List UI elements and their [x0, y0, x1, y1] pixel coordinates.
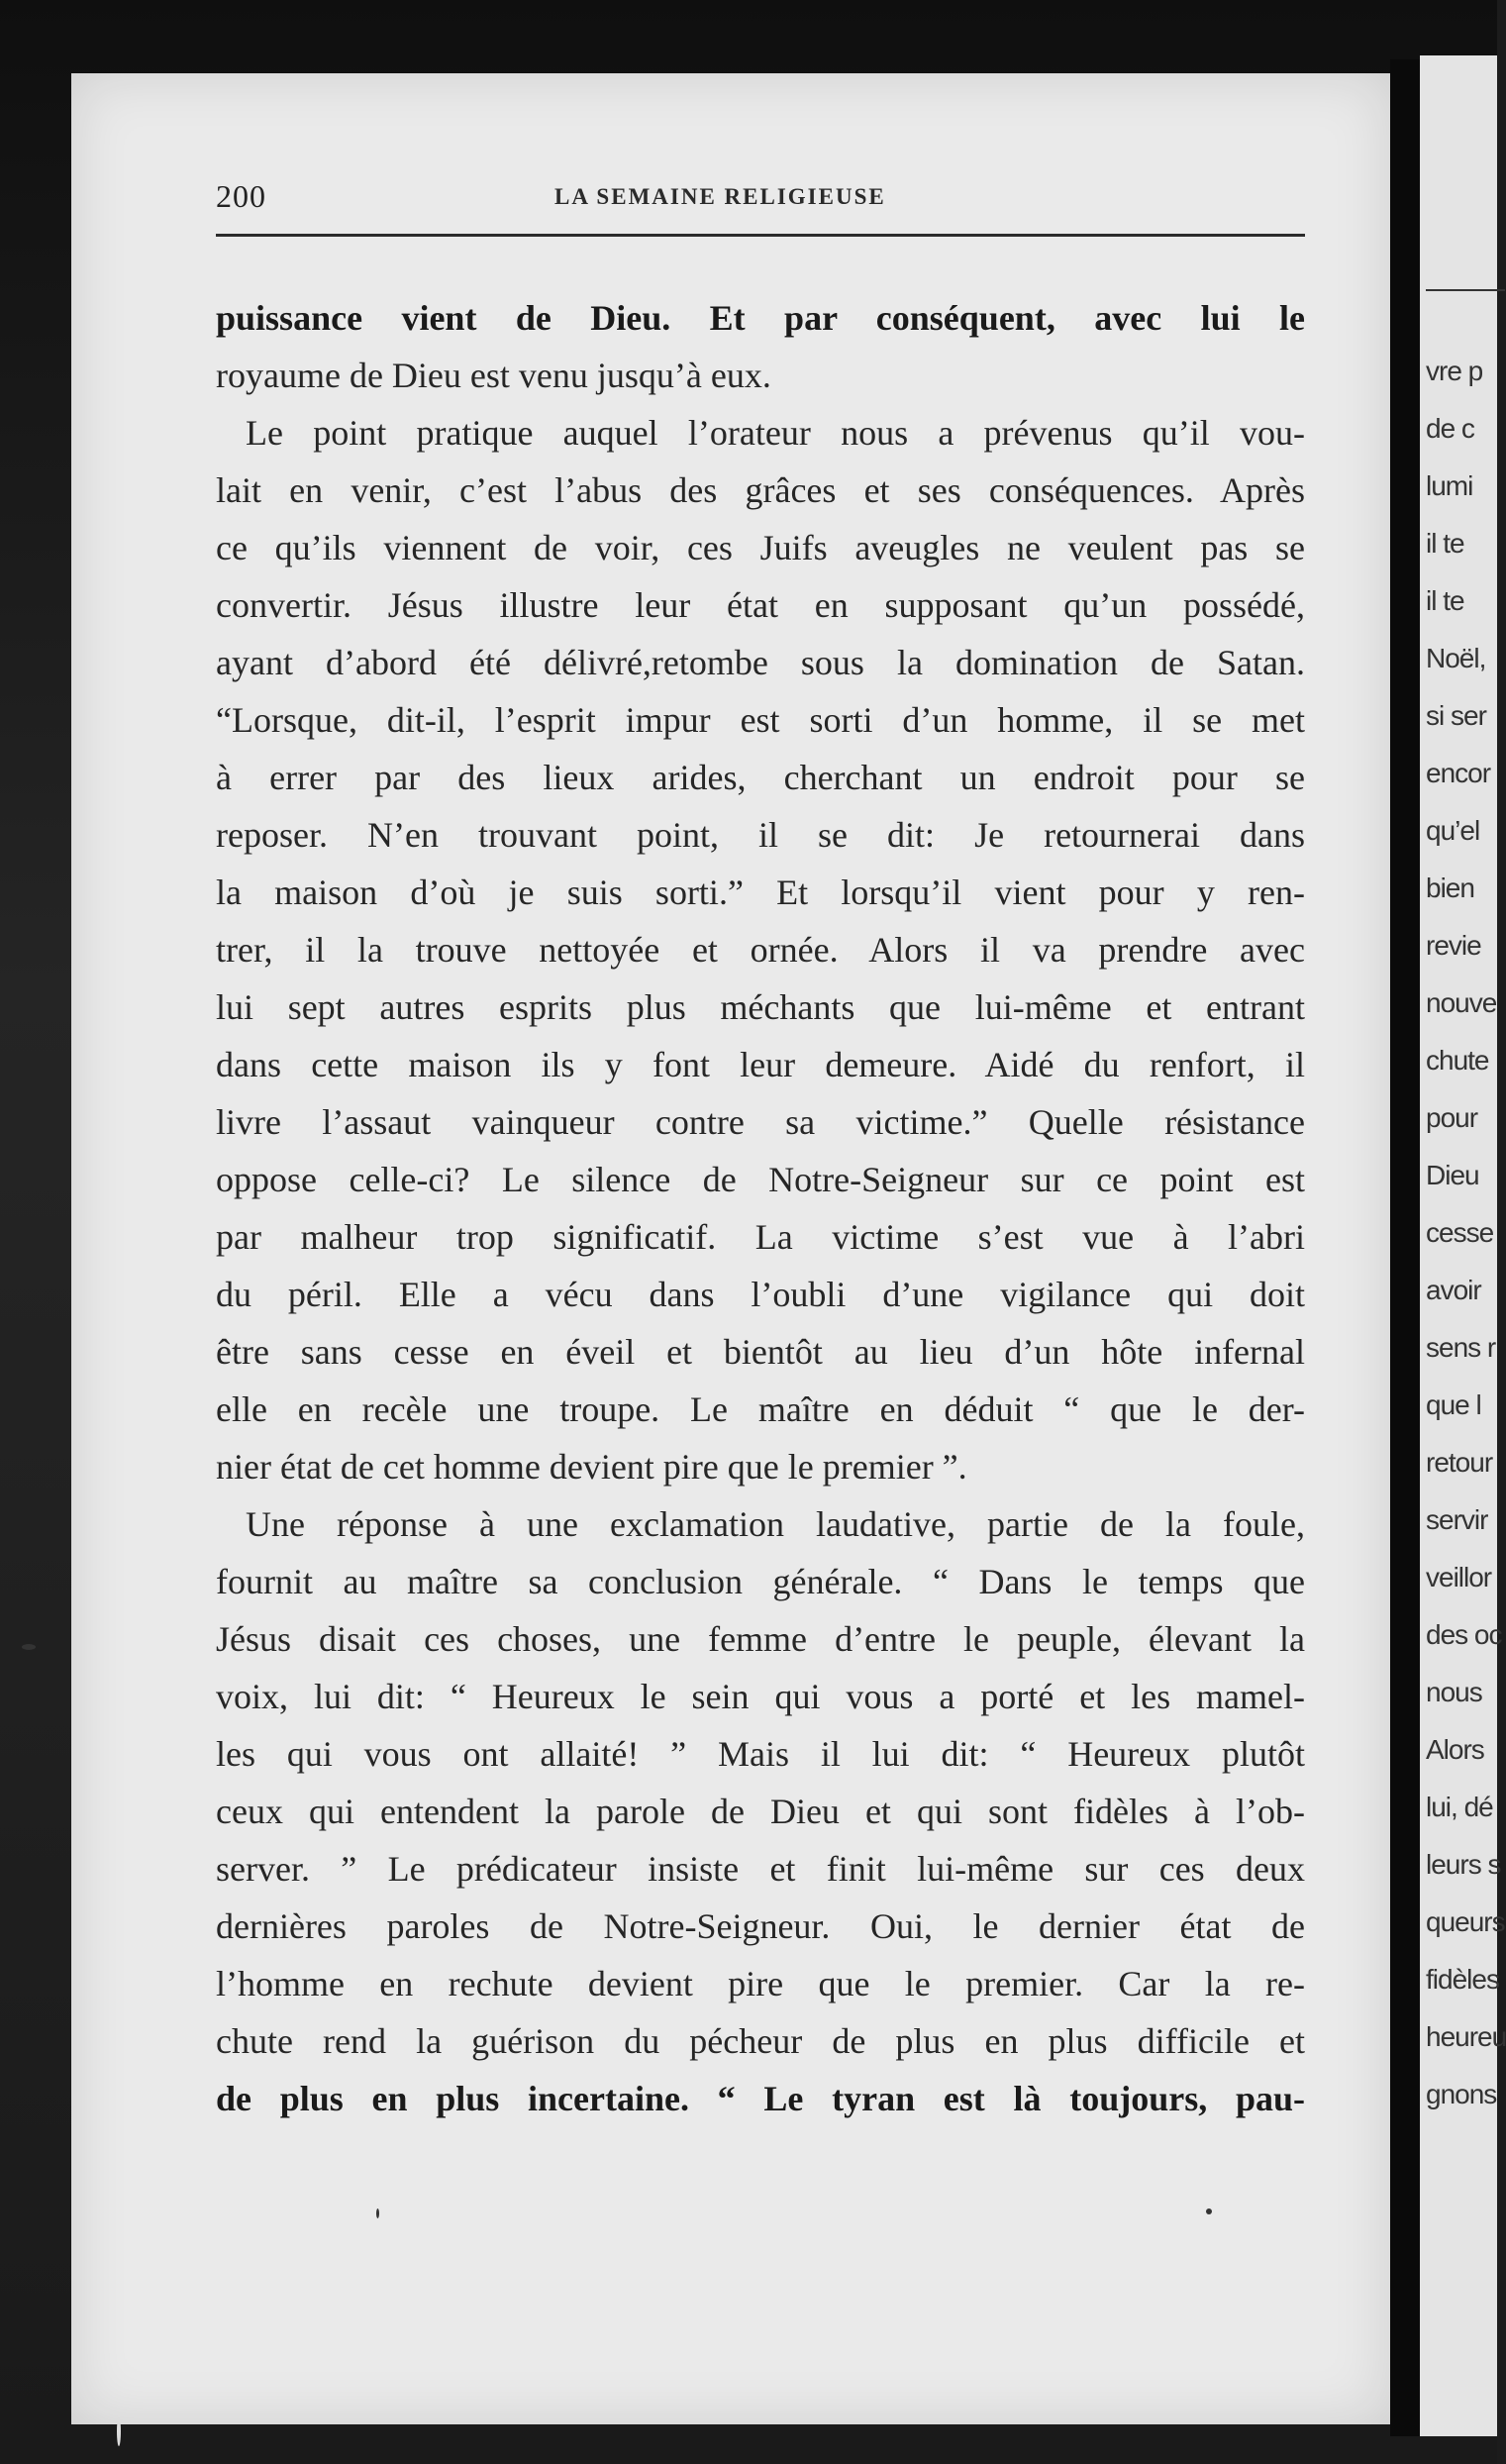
next-page-line: il te [1426, 585, 1464, 616]
body-text [216, 289, 1305, 2127]
next-page-line: Alors [1426, 1734, 1484, 1765]
text-line: convertir. Jésus illustre leur état en supposant qu’un possédé, [216, 585, 1305, 625]
text-line: dans cette maison ils y font leur demeure. Aidé du renfort, il [216, 1045, 1305, 1084]
next-page-line: cesse [1426, 1217, 1494, 1248]
next-page-line: Noël, [1426, 643, 1486, 673]
text-line: ceux qui entendent la parole de Dieu et qui sont fidèles à l’ob- [216, 1792, 1305, 1831]
text-line: reposer. N’en trouvant point, il se dit: Je retournerai dans [216, 815, 1305, 855]
next-page-line: heureu [1426, 2021, 1506, 2052]
text-line: elle en recèle une troupe. Le maître en déduit “ que le der- [216, 1389, 1305, 1429]
next-page-line: servir [1426, 1504, 1488, 1535]
next-page-line: gnons [1426, 2079, 1497, 2109]
scan-speck [1206, 2208, 1212, 2214]
page-header [216, 178, 1305, 228]
text-line: Le point pratique auquel l’orateur nous a prévenus qu’il vou- [246, 413, 1305, 453]
text-line: les qui vous ont allaité! ” Mais il lui dit: “ Heureux plutôt [216, 1734, 1305, 1774]
scan-speck [117, 2416, 121, 2446]
text-line: à errer par des lieux arides, cherchant un endroit pour se [216, 758, 1305, 797]
text-line: nier état de cet homme devient pire que le premier ”. [216, 1447, 967, 1487]
next-page-line: avoir [1426, 1275, 1481, 1305]
next-page-line: retour [1426, 1447, 1493, 1478]
next-page-line: sens r [1426, 1332, 1496, 1363]
text-line: Une réponse à une exclamation laudative, partie de la foule, [246, 1504, 1305, 1544]
next-page-line: vre p [1426, 356, 1483, 386]
scan-speck [22, 1644, 36, 1650]
text-line: puissance vient de Dieu. Et par conséquent, avec lui le [216, 298, 1305, 338]
next-page-line: veillor [1426, 1562, 1492, 1592]
page-right-edge [1420, 55, 1506, 2436]
next-page-line: bien [1426, 873, 1474, 903]
text-line: lui sept autres esprits plus méchants que lui-même et entrant [216, 987, 1305, 1027]
text-line: du péril. Elle a vécu dans l’oubli d’une vigilance qui doit [216, 1275, 1305, 1314]
next-page-line: nous [1426, 1677, 1482, 1707]
next-page-line: queurs [1426, 1906, 1505, 1937]
text-line: ayant d’abord été délivré,retombe sous la domination de Satan. [216, 643, 1305, 682]
next-page-line: que l [1426, 1389, 1481, 1420]
text-line: “Lorsque, dit-il, l’esprit impur est sorti d’un homme, il se met [216, 700, 1305, 740]
text-line: server. ” Le prédicateur insiste et finit lui-même sur ces deux [216, 1849, 1305, 1889]
page-number: 200 [216, 178, 266, 214]
text-line: ce qu’ils viennent de voir, ces Juifs aveugles ne veulent pas se [216, 528, 1305, 567]
next-page-line: leurs s [1426, 1849, 1501, 1880]
header-rule [216, 234, 1305, 237]
next-page-rule [1426, 289, 1505, 291]
next-page-line: Dieu [1426, 1160, 1479, 1190]
text-line: dernières paroles de Notre-Seigneur. Oui, le dernier état de [216, 1906, 1305, 1946]
next-page-line: qu’el [1426, 815, 1480, 846]
running-head: LA SEMAINE RELIGIEUSE [554, 184, 886, 209]
text-line: oppose celle-ci? Le silence de Notre-Seigneur sur ce point est [216, 1160, 1305, 1199]
text-line: être sans cesse en éveil et bientôt au lieu d’un hôte infernal [216, 1332, 1305, 1372]
next-page-fragments [1426, 343, 1505, 2123]
next-page-line: si ser [1426, 700, 1486, 731]
text-line: livre l’assaut vainqueur contre sa victime.” Quelle résistance [216, 1102, 1305, 1142]
next-page-line: il te [1426, 528, 1464, 559]
next-page-line: chute [1426, 1045, 1489, 1076]
text-line: trer, il la trouve nettoyée et ornée. Alors il va prendre avec [216, 930, 1305, 970]
next-page-line: pour [1426, 1102, 1478, 1133]
text-line: lait en venir, c’est l’abus des grâces et ses conséquences. Après [216, 470, 1305, 510]
text-line: de plus en plus incertaine. “ Le tyran est là toujours, pau- [216, 2079, 1305, 2118]
next-page-line: fidèles [1426, 1964, 1499, 1995]
text-line: fournit au maître sa conclusion générale. “ Dans le temps que [216, 1562, 1305, 1601]
next-page-line: de c [1426, 413, 1474, 444]
text-line: la maison d’où je suis sorti.” Et lorsqu’il vient pour y ren- [216, 873, 1305, 912]
book-gutter [1390, 59, 1420, 2436]
text-line: voix, lui dit: “ Heureux le sein qui vous a porté et les mamel- [216, 1677, 1305, 1716]
text-line: Jésus disait ces choses, une femme d’entre le peuple, élevant la [216, 1619, 1305, 1659]
next-page-line: encor [1426, 758, 1491, 788]
next-page-line: des oc [1426, 1619, 1502, 1650]
next-page-line: revie [1426, 930, 1481, 961]
text-line: l’homme en rechute devient pire que le premier. Car la re- [216, 1964, 1305, 2003]
text-line: royaume de Dieu est venu jusqu’à eux. [216, 356, 771, 395]
scan-speck [376, 2208, 379, 2218]
text-line: chute rend la guérison du pécheur de plus en plus difficile et [216, 2021, 1305, 2061]
text-line: par malheur trop significatif. La victime s’est vue à l’abri [216, 1217, 1305, 1257]
next-page-line: lui, dé [1426, 1792, 1493, 1822]
next-page-line: lumi [1426, 470, 1473, 501]
next-page-line: nouve [1426, 987, 1497, 1018]
